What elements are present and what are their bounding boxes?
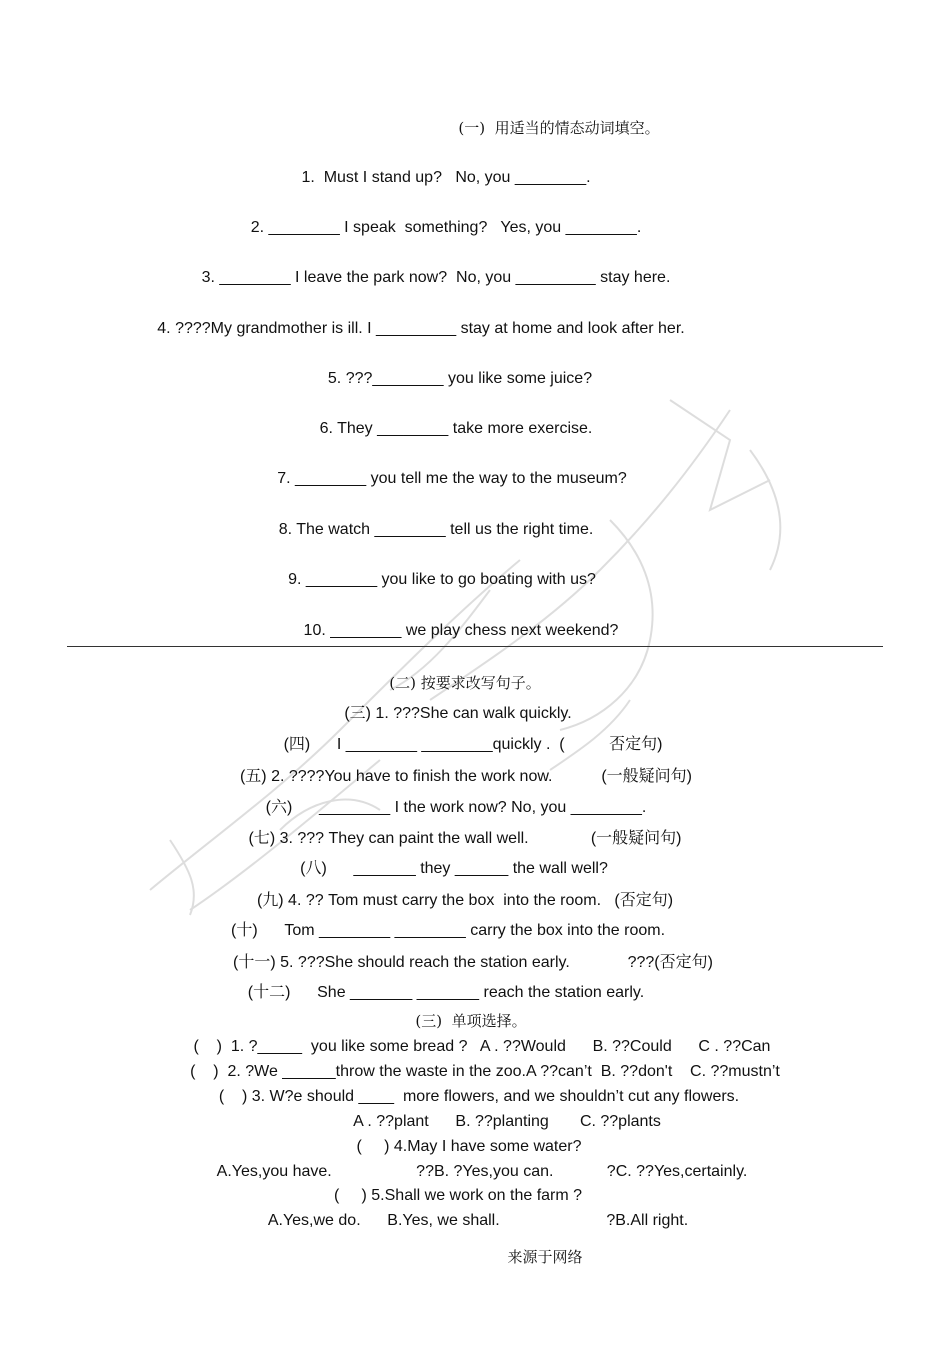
s1-item-9: 9. ________ you like to go boating with us?	[288, 571, 596, 588]
s1-item-7: 7. ________ you tell me the way to the museum?	[277, 470, 627, 487]
s1-item-8: 8. The watch ________ tell us the right time.	[278, 521, 594, 538]
s3-item-3: ( ) 3. W?e should ____ more flowers, and we shouldn’t cut any flowers.	[218, 1088, 740, 1105]
s3-item-2: ( ) 2. ?We ______throw the waste in the zoo.A ??can’t B. ??don't C. ??mustn’t	[190, 1063, 780, 1080]
s2-item-1: (三) 1. ???She can walk quickly.	[344, 705, 572, 722]
section3-title: (三) 单项选择。	[415, 1012, 527, 1030]
s3-item-4-options: A.Yes,you have. ??B. ?Yes,you can. ?C. ??Yes,certainly.	[216, 1163, 748, 1180]
s1-item-6: 6. They ________ take more exercise.	[319, 420, 593, 437]
s2-item-4: (六) ________ I the work now? No, you ________.	[265, 799, 647, 816]
s1-item-4: 4. ????My grandmother is ill. I _________ stay at home and look after her.	[157, 320, 685, 337]
s1-item-3: 3. ________ I leave the park now? No, you _________ stay here.	[201, 269, 671, 286]
footer-source: 来源于网络	[507, 1248, 583, 1266]
s3-item-1: ( ) 1. ?_____ you like some bread ? A . ??Would B. ??Could C . ??Can	[193, 1038, 771, 1055]
s2-item-6: (八) _______ they ______ the wall well?	[300, 860, 608, 877]
s3-item-3-options: A . ??plant B. ??planting C. ??plants	[353, 1113, 661, 1130]
s2-item-10: (十二) She _______ _______ reach the station early.	[247, 984, 645, 1001]
s3-item-5-options: A.Yes,we do. B.Yes, we shall. ?B.All right.	[267, 1212, 689, 1229]
s2-item-3: (五) 2. ????You have to finish the work now. (一般疑问句)	[239, 768, 693, 785]
s2-item-9: (十一) 5. ???She should reach the station early. ???(否定句)	[233, 954, 713, 971]
s2-item-2: (四) I ________ ________quickly . ( 否定句)	[283, 736, 663, 753]
s1-item-5: 5. ???________ you like some juice?	[327, 370, 593, 387]
section1-title: (一) 用适当的情态动词填空。	[458, 119, 660, 137]
section2-title: (二) 按要求改写句子。	[389, 674, 541, 692]
s2-item-8: (十) Tom ________ ________ carry the box into the room.	[230, 922, 666, 939]
s2-item-5: (七) 3. ??? They can paint the wall well. (一般疑问句)	[248, 830, 682, 847]
s1-item-10: 10. ________ we play chess next weekend?	[303, 622, 619, 639]
s2-item-7: (九) 4. ?? Tom must carry the box into the room. (否定句)	[256, 892, 674, 909]
s1-item-1: 1. Must I stand up? No, you ________.	[301, 169, 591, 186]
s3-item-5: ( ) 5.Shall we work on the farm ?	[333, 1187, 583, 1204]
s3-item-4: ( ) 4.May I have some water?	[356, 1138, 582, 1155]
s1-item-2: 2. ________ I speak something? Yes, you ________.	[250, 219, 642, 236]
section-divider	[67, 646, 883, 647]
